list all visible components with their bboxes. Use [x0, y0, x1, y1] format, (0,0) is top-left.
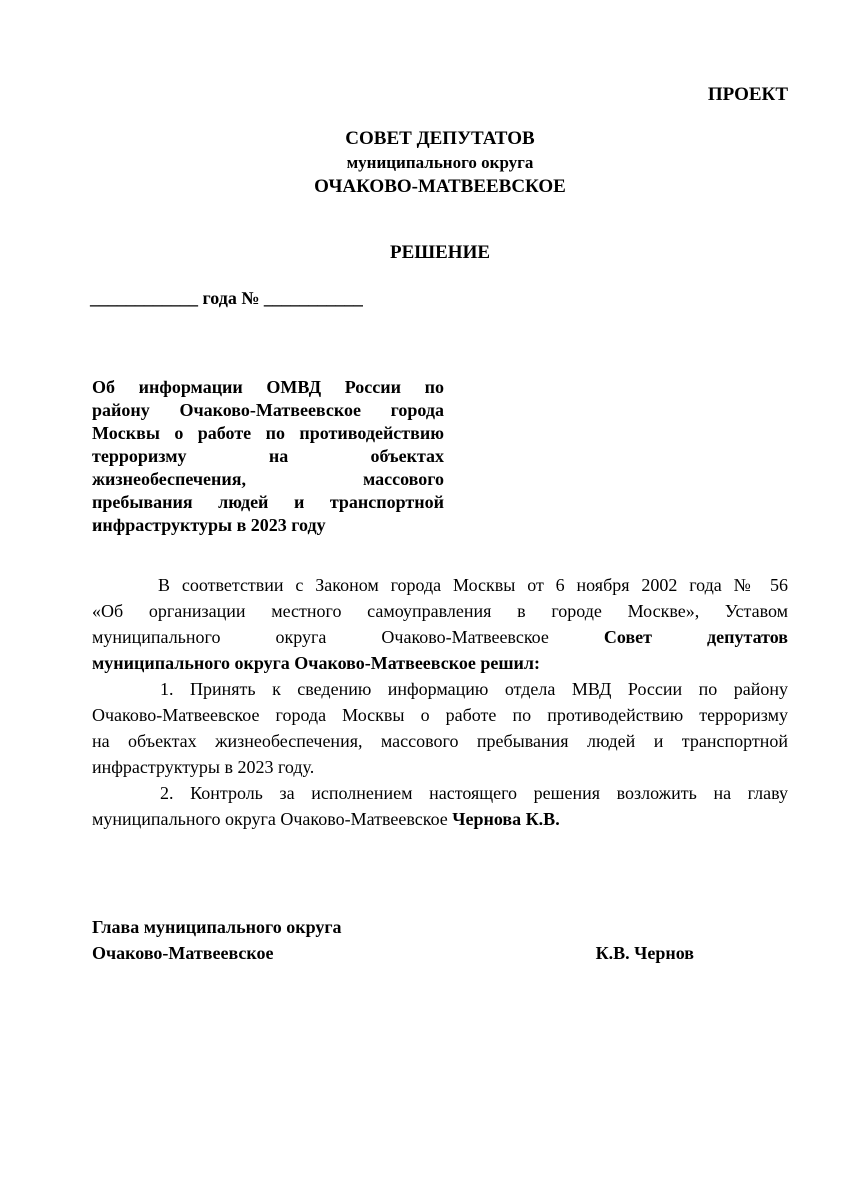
- preamble-line: [92, 624, 788, 650]
- subject-line: Об информации ОМВД России по: [92, 377, 444, 397]
- council-subtitle: муниципального округа: [346, 153, 534, 172]
- subject-line: району Очаково-Матвеевское города: [92, 400, 444, 420]
- item-2-line: [92, 806, 788, 832]
- item-1-line: инфраструктуры в 2023 году.: [92, 757, 315, 777]
- subject-line: Москвы о работе по противодействию: [92, 423, 444, 443]
- decision-subject: [92, 376, 444, 537]
- signatory-name: К.В. Чернов: [595, 943, 694, 963]
- preamble-text: муниципального округа Очаково-Матвеевское: [92, 627, 549, 647]
- item-1-line: 1. Принять к сведению информацию отдела МВД России по району: [160, 679, 788, 699]
- preamble-resolution: муниципального округа Очаково-Матвеевское решил:: [92, 653, 541, 673]
- council-header: [0, 127, 848, 199]
- responsible-person: Чернова К.В.: [452, 809, 560, 829]
- signatory-title-line: Глава муниципального округа: [92, 917, 342, 937]
- signature-block: [92, 914, 712, 966]
- date-blank: ____________: [90, 288, 198, 308]
- date-number-label: года №: [202, 288, 260, 308]
- subject-line: пребывания людей и транспортной: [92, 492, 444, 512]
- council-reference: Совет депутатов: [603, 627, 788, 647]
- number-blank: ___________: [263, 288, 363, 308]
- subject-line: инфраструктуры в 2023 году: [92, 515, 326, 535]
- signatory-title-line: Очаково-Матвеевское: [92, 943, 274, 963]
- subject-line: жизнеобеспечения, массового: [92, 469, 444, 489]
- item-2-line: 2. Контроль за исполнением настоящего решения возложить на главу: [160, 783, 788, 803]
- date-number-line: [90, 288, 363, 309]
- item-2-text: муниципального округа Очаково-Матвеевское: [92, 809, 448, 829]
- item-1-line: на объектах жизнеобеспечения, массового пребывания людей и транспортной: [92, 731, 788, 751]
- signature-row: [92, 940, 712, 966]
- council-name: СОВЕТ ДЕПУТАТОВ: [345, 128, 535, 149]
- decision-body: [92, 572, 788, 832]
- preamble-line: «Об организации местного самоуправления в городе Москве», Уставом: [92, 601, 788, 621]
- subject-line: терроризму на объектах: [92, 446, 444, 466]
- item-1-line: Очаково-Матвеевское города Москвы о работе по противодействию терроризму: [92, 705, 788, 725]
- draft-status-label: ПРОЕКТ: [707, 84, 788, 105]
- document-type-title: РЕШЕНИЕ: [389, 242, 491, 263]
- preamble-line: В соответствии с Законом города Москвы от 6 ноября 2002 года № 56: [158, 575, 788, 595]
- district-name: ОЧАКОВО-МАТВЕЕВСКОЕ: [314, 176, 566, 197]
